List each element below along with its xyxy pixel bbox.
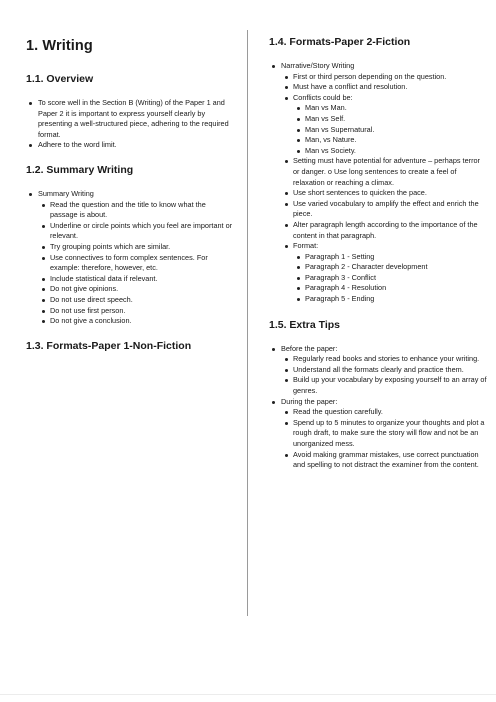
list-item: Use connectives to form complex sentences. For example: therefore, however, etc. <box>38 253 233 274</box>
section-heading-non-fiction: 1.3. Formats-Paper 1-Non-Fiction <box>26 339 192 352</box>
list-item: First or third person depending on the question. <box>281 72 488 83</box>
list-item: Build up your vocabulary by exposing yourself to an array of genres. <box>281 375 488 396</box>
section-heading-summary-writing: 1.2. Summary Writing <box>26 163 134 176</box>
list-item: Adhere to the word limit. <box>26 140 233 151</box>
nested-list-container <box>293 103 488 156</box>
section-heading-overview: 1.1. Overview <box>26 73 94 85</box>
list-item: Spend up to 5 minutes to organize your thoughts and plot a rough draft, to make sure the story will flow and not be an unorganized mess. <box>281 418 488 450</box>
column-divider <box>247 30 248 616</box>
list-item: Man vs Supernatural. <box>293 125 488 136</box>
summary-list <box>26 189 233 327</box>
list-item: Paragraph 3 - Conflict <box>293 273 488 284</box>
list-item: Understand all the formats clearly and practice them. <box>281 365 488 376</box>
list-item: Man vs Self. <box>293 114 488 125</box>
list-item: Do not use first person. <box>38 306 233 317</box>
list-item: Man vs Society. <box>293 146 488 157</box>
list-item: Paragraph 2 - Character development <box>293 262 488 273</box>
list-item: Man, vs Nature. <box>293 135 488 146</box>
nested-list-container <box>281 407 488 471</box>
section-heading-extra-tips: 1.5. Extra Tips <box>269 318 341 331</box>
list-item: Before the paper: <box>269 344 488 355</box>
list-item: Paragraph 5 - Ending <box>293 294 488 305</box>
list-item: Alter paragraph length according to the importance of the content in that paragraph. <box>281 220 488 241</box>
list-item: Use short sentences to quicken the pace. <box>281 188 488 199</box>
list-item: During the paper: <box>269 397 488 408</box>
list-item: Read the question and the title to know what the passage is about. <box>38 200 233 221</box>
footer-rule <box>0 694 496 695</box>
tips-list <box>269 344 488 471</box>
list-item: Regularly read books and stories to enhance your writing. <box>281 354 488 365</box>
list-item: Include statistical data if relevant. <box>38 274 233 285</box>
list-item: Setting must have potential for adventure – perhaps terror or danger. o Use long sentences to create a feel of relaxation or reaching a climax. <box>281 156 488 188</box>
list-item: Read the question carefully. <box>281 407 488 418</box>
list-item: Man vs Man. <box>293 103 488 114</box>
nested-list-container <box>281 354 488 396</box>
list-item: Narrative/Story Writing <box>269 61 488 72</box>
list-item: Paragraph 1 - Setting <box>293 252 488 263</box>
list-item: Avoid making grammar mistakes, use correct punctuation and spelling to not distract the examiner from the content. <box>281 450 488 471</box>
list-item: Do not give a conclusion. <box>38 316 233 327</box>
list-item: Format: <box>281 241 488 252</box>
list-item: Do not use direct speech. <box>38 295 233 306</box>
list-item: Summary Writing <box>26 189 233 200</box>
page-title: 1. Writing <box>26 38 93 54</box>
list-item: Paragraph 4 - Resolution <box>293 283 488 294</box>
overview-list <box>26 98 233 151</box>
nested-list-container <box>293 252 488 305</box>
list-item: To score well in the Section B (Writing) of the Paper 1 and Paper 2 it is important to express yourself clearly by presenting a well-structured piece, adhering to the required format. <box>26 98 233 140</box>
fiction-list <box>269 61 488 305</box>
list-item: Underline or circle points which you feel are important or relevant. <box>38 221 233 242</box>
nested-list-container <box>281 72 488 305</box>
list-item: Do not give opinions. <box>38 284 233 295</box>
list-item: Use varied vocabulary to amplify the effect and enrich the piece. <box>281 199 488 220</box>
left-column <box>0 0 247 702</box>
right-column <box>249 0 496 702</box>
section-heading-fiction: 1.4. Formats-Paper 2-Fiction <box>269 36 411 48</box>
nested-list-container <box>38 200 233 327</box>
list-item: Try grouping points which are similar. <box>38 242 233 253</box>
list-item: Conflicts could be: <box>281 93 488 104</box>
list-item: Must have a conflict and resolution. <box>281 82 488 93</box>
